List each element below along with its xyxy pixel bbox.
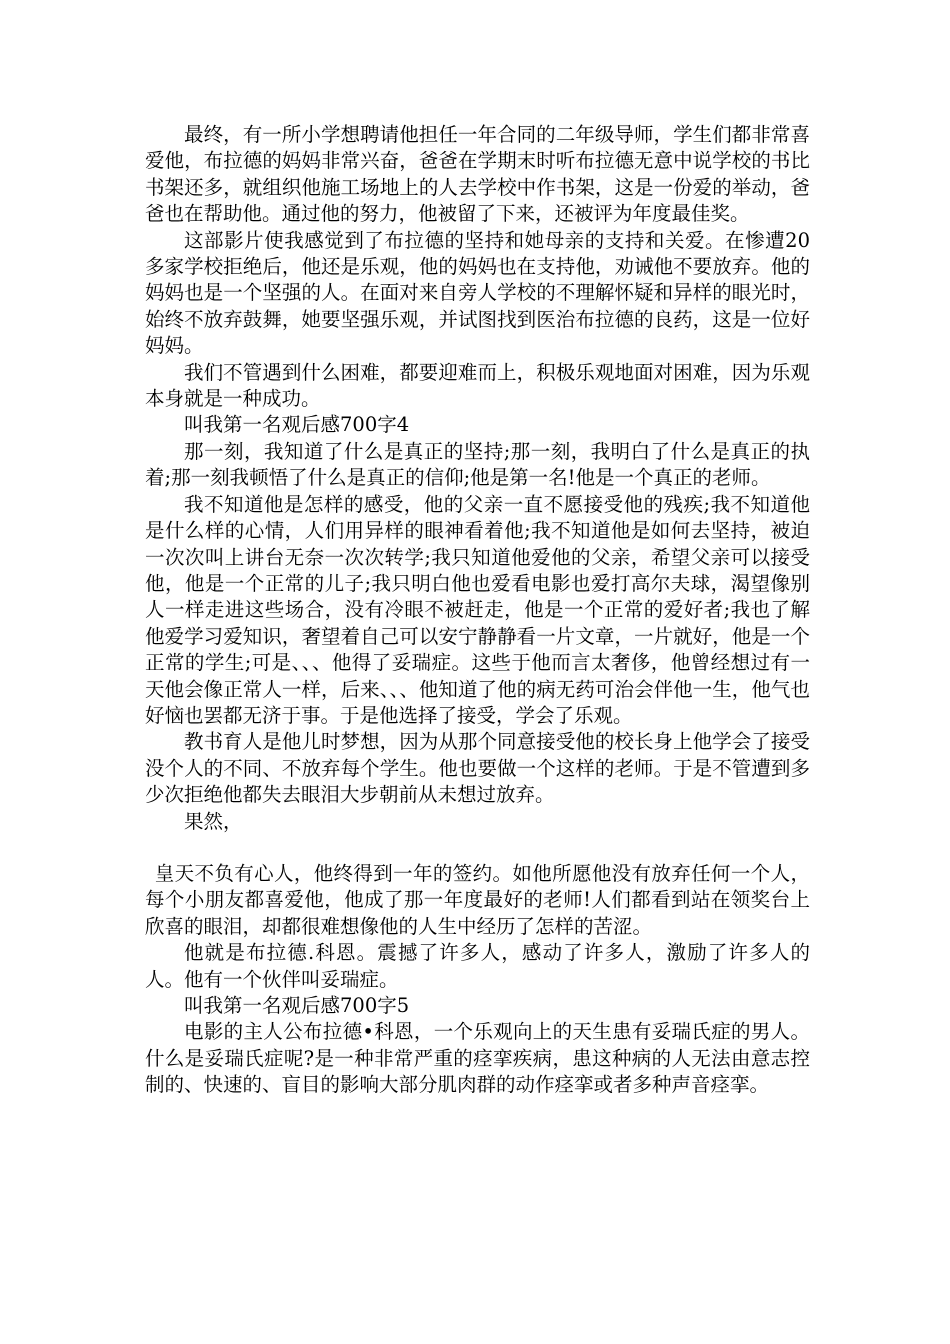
paragraph-brad-cohen: 他就是布拉德.科恩。震撼了许多人，感动了许多人，激励了许多人的人。他有一个伙伴叫妥瑞症。 bbox=[145, 941, 810, 991]
paragraph-mother-support: 这部影片使我感觉到了布拉德的坚持和她母亲的支持和关爱。在惨遭20多家学校拒绝后，他还是乐观，他的妈妈也在支持他，劝诫他不要放弃。他的妈妈也是一个坚强的人。在面对来自旁人学校的不理解怀疑和异样的眼光时，始终不放弃鼓舞，她要坚强乐观，并试图找到医治布拉德的良药，这是一位好妈妈。 bbox=[145, 228, 810, 358]
blank-line bbox=[145, 835, 810, 861]
paragraph-optimism: 我们不管遇到什么困难，都要迎难而上，积极乐观地面对困难，因为乐观本身就是一种成功。 bbox=[145, 360, 810, 411]
paragraph-i-dont-know: 我不知道他是怎样的感受，他的父亲一直不愿接受他的残疾;我不知道他是什么样的心情，人们用异样的眼神看着他;我不知道他是如何去坚持，被迫一次次叫上讲台无奈一次次转学;我只知道他爱他的父亲，希望父亲可以接受他，他是一个正常的儿子;我只明白他也爱看电影也爱打高尔夫球，渴望像别人一样走进这些场合，没有冷眼不被赶走，他是一个正常的爱好者;我也了解他爱学习爱知识，奢望着自己可以安宁静静看一片文章，一片就好，他是一个正常的学生;可是、、、他得了妥瑞症。这些于他而言太奢侈，他曾经想过有一天他会像正常人一样，后来、、、他知道了他的病无药可治会伴他一生，他气也好恼也罢都无济于事。于是他选择了接受，学会了乐观。 bbox=[145, 492, 810, 727]
paragraph-heaven-rewards: 皇天不负有心人，他终得到一年的签约。如他所愿他没有放弃任何一个人，每个小朋友都喜爱他，他成了那一年度最好的老师!人们都看到站在领奖台上欣喜的眼泪，却都很难想像他的人生中经历了怎样的苦涩。 bbox=[145, 861, 810, 938]
paragraph-ending: 最终，有一所小学想聘请他担任一年合同的二年级导师，学生们都非常喜爱他，布拉德的妈妈非常兴奋，爸爸在学期末时听布拉德无意中说学校的书比书架还多，就组织他施工场地上的人去学校中作书架，这是一份爱的举动，爸爸也在帮助他。通过他的努力，他被留了下来，还被评为年度最佳奖。 bbox=[145, 123, 810, 226]
section-heading-5: 叫我第一名观后感700字5 bbox=[184, 994, 410, 1017]
paragraph-sure-enough: 果然， bbox=[184, 809, 243, 833]
paragraph-tourette-intro: 电影的主人公布拉德•科恩，一个乐观向上的天生患有妥瑞氏症的男人。什么是妥瑞氏症呢?是一种非常严重的痉挛疾病，患这种病的人无法由意志控制的、快速的、盲目的影响大部分肌肉群的动作痉挛或者多种声音痉挛。 bbox=[145, 1020, 810, 1097]
paragraph-that-moment: 那一刻，我知道了什么是真正的坚持;那一刻，我明白了什么是真正的执着;那一刻我顿悟了什么是真正的信仰;他是第一名!他是一个真正的老师。 bbox=[145, 439, 810, 490]
paragraph-teaching-dream: 教书育人是他儿时梦想，因为从那个同意接受他的校长身上他学会了接受没个人的不同、不放弃每个学生。他也要做一个这样的老师。于是不管遭到多少次拒绝他都失去眼泪大步朝前从未想过放弃。 bbox=[145, 730, 810, 807]
document-page bbox=[145, 122, 810, 1099]
section-heading-4: 叫我第一名观后感700字4 bbox=[184, 413, 410, 437]
